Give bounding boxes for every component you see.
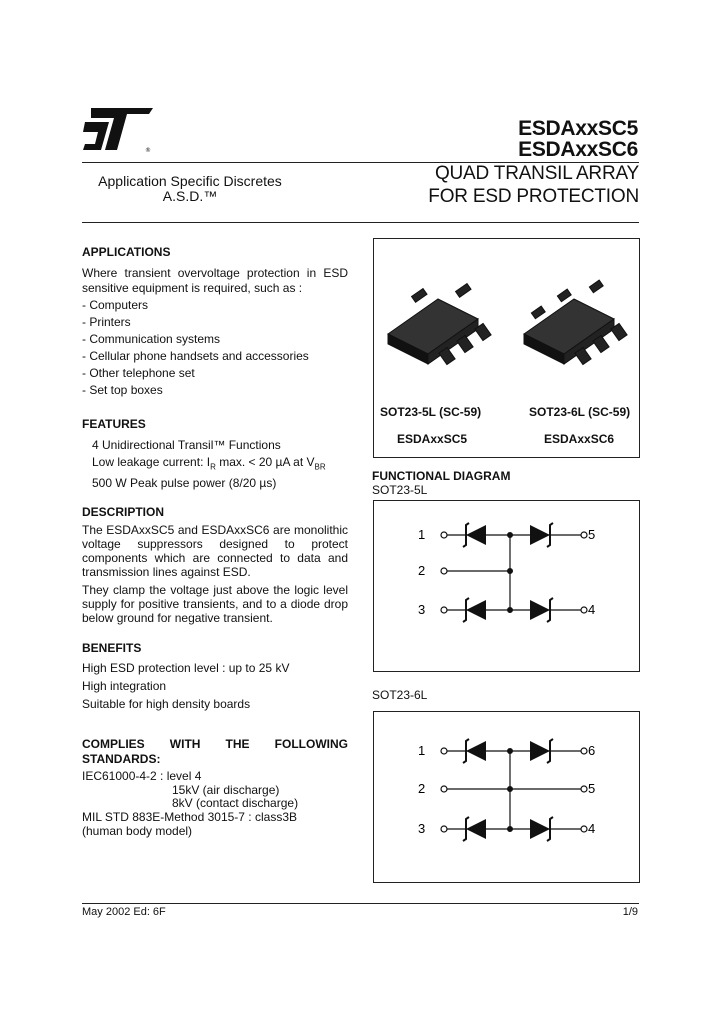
asd-line2: A.S.D.™ [162,188,218,204]
st-logo-icon [83,104,153,154]
diagram1-box [373,500,640,672]
description-heading: DESCRIPTION [82,505,165,519]
sot23-5l-package-icon [378,259,498,379]
diagram2-box [373,711,640,883]
d1-pin-label: 3 [418,602,426,617]
standard-line: MIL STD 883E-Method 3015-7 : class3B [82,810,297,824]
list-item: - Communication systems [82,332,221,346]
standards-heading: COMPLIES WITH THE FOLLOWING STANDARDS: [82,737,348,766]
functional-diagram-heading: FUNCTIONAL DIAGRAM [372,469,511,483]
pkg2-name: SOT23-6L (SC-59) [529,405,631,419]
pkg1-name: SOT23-5L (SC-59) [380,405,482,419]
features-section [82,416,348,492]
standard-line: 15kV (air discharge) [172,783,280,797]
diagram1-title: SOT23-5L [372,483,428,497]
feature-item: 500 W Peak pulse power (8/20 µs) [92,476,277,491]
d2-pin-label: 5 [588,781,596,796]
footer-page: 1/9 [622,906,638,918]
footer-rule [82,903,639,904]
d1-pin-label: 5 [588,527,596,542]
benefit-item: Suitable for high density boards [82,697,251,711]
applications-section [82,244,348,399]
benefits-heading: BENEFITS [82,641,142,655]
title-line2: FOR ESD PROTECTION [428,186,639,207]
standards-section [82,737,348,838]
d2-pin-label: 4 [588,821,596,836]
diagram1-schematic [374,501,639,671]
standard-line: (human body model) [82,824,193,838]
list-item: - Cellular phone handsets and accessories [82,349,309,363]
benefit-item: High ESD protection level : up to 25 kV [82,661,290,675]
description-para2: They clamp the voltage just above the logic level supply for positive transients, and to a diode drop below ground for negative transient. [82,583,348,625]
standard-line: 8kV (contact discharge) [172,796,299,810]
applications-heading: APPLICATIONS [82,245,171,259]
d1-pin-label: 1 [418,527,426,542]
features-heading: FEATURES [82,417,146,431]
d1-pin-label: 4 [588,602,596,617]
d2-pin-label: 2 [418,781,426,796]
applications-intro: Where transient overvoltage protection in ESD sensitive equipment is required, such as : [82,266,348,295]
package-box [373,238,640,458]
list-item: - Computers [82,298,149,312]
benefit-item: High integration [82,679,167,693]
d2-pin-label: 6 [588,743,596,758]
asd-label [90,174,290,204]
list-item: - Set top boxes [82,383,163,397]
standard-line: IEC61000-4-2 : level 4 [82,769,202,783]
d2-pin-label: 3 [418,821,426,836]
sot23-6l-package-icon [514,259,634,379]
d1-pin-label: 2 [418,563,426,578]
feature-item: Low leakage current: $I_R$ max. < 20 µA at $V_{BR}$ [92,455,326,472]
feature-item: 4 Unidirectional Transil™ Functions [92,438,281,452]
list-item: - Other telephone set [82,366,195,380]
description-para1: The ESDAxxSC5 and ESDAxxSC6 are monolithic voltage suppressors designed to protect components which are connected to data and transmission lines against ESD. [82,523,348,579]
svg-text:®: ® [145,147,151,154]
title-line1: QUAD TRANSIL ARRAY [434,163,639,184]
footer-date: May 2002 Ed: 6F [82,906,166,918]
part-number-sc6: ESDAxxSC6 [518,138,638,161]
diagram2-schematic [374,712,639,882]
description-section [82,504,348,625]
pkg2-part: ESDAxxSC6 [544,432,615,446]
benefits-section [82,640,348,713]
part-number-sc5: ESDAxxSC5 [518,117,638,140]
diagram2-title: SOT23-6L [372,688,428,702]
d2-pin-label: 1 [418,743,426,758]
section-rule [82,222,639,223]
asd-line1: Application Specific Discretes [98,173,282,189]
pkg1-part: ESDAxxSC5 [397,432,468,446]
list-item: - Printers [82,315,131,329]
